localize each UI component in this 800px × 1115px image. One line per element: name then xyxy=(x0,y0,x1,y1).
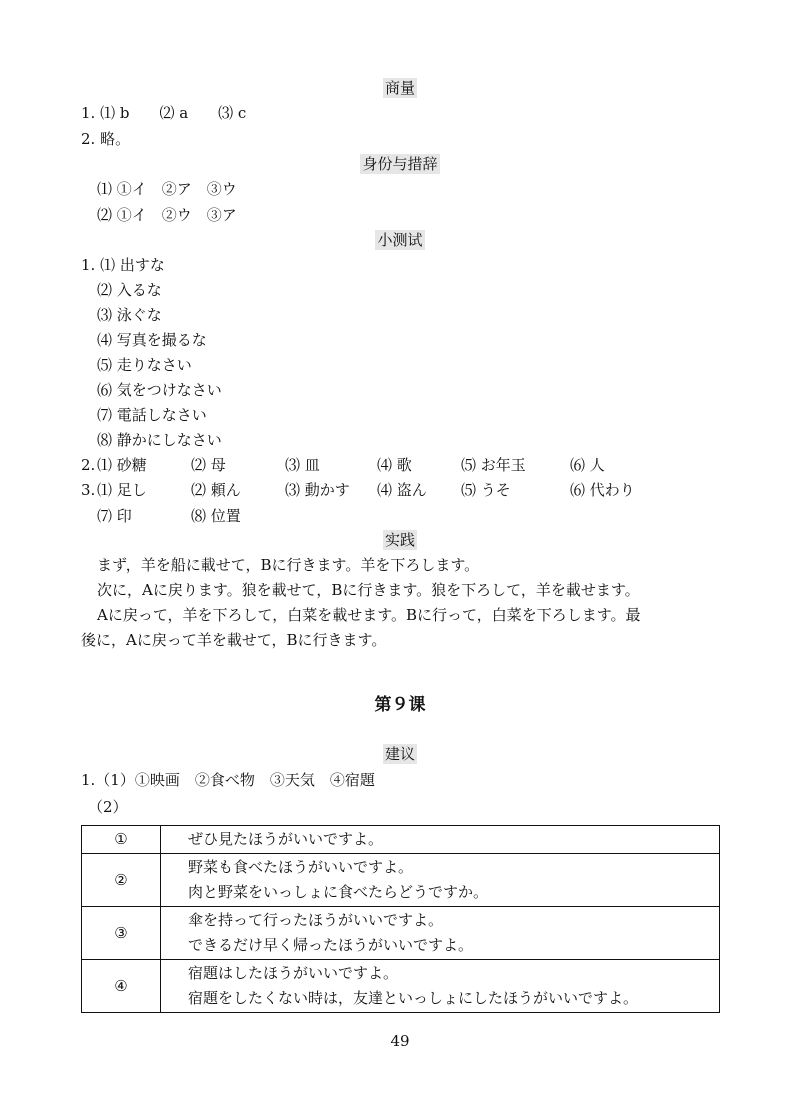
answer-item: ⑹ 人 xyxy=(570,456,605,474)
answer-item: ⑶ 動かす xyxy=(285,481,350,499)
advice-table xyxy=(81,825,720,1013)
question-number: 2. xyxy=(81,456,96,474)
advice-line: 宿題をしたくない時は，友達といっしょにしたほうがいいですよ。 xyxy=(188,989,639,1007)
answer-line: ⑹ 気をつけなさい xyxy=(97,381,222,399)
row-content xyxy=(161,854,720,907)
answer-line: ⑶ 泳ぐな xyxy=(97,306,162,324)
advice-line: 傘を持って行ったほうがいいですよ。 xyxy=(188,911,444,929)
answer-item: ⑶ 皿 xyxy=(285,456,320,474)
answer-item: ⑴ 足し xyxy=(97,481,147,499)
lesson-title: 第９课 xyxy=(374,695,426,715)
page-number: 49 xyxy=(390,1032,410,1050)
answer-line: ⑵ 入るな xyxy=(97,281,162,299)
section-title: 商量 xyxy=(384,79,415,97)
answer-item: ⑵ 母 xyxy=(191,456,226,474)
section-heading-xiaoceshi xyxy=(0,230,800,250)
answer-item: ⑷ 歌 xyxy=(377,456,412,474)
answer-item: ⑵ 頼ん xyxy=(191,481,241,499)
table-row xyxy=(82,826,720,854)
answer-line: ⑵ ①イ ②ウ ③ア xyxy=(97,206,237,224)
section-heading-jianyi xyxy=(0,744,800,764)
row-number: ① xyxy=(82,826,161,854)
answer-line: 1. ⑴ b ⑵ a ⑶ c xyxy=(81,104,247,122)
answer-item: ⑴ 砂糖 xyxy=(97,456,147,474)
row-number: ④ xyxy=(82,960,161,1013)
answer-line: 1.（1）①映画 ②食べ物 ③天気 ④宿題 xyxy=(81,771,375,789)
advice-line: 肉と野菜をいっしょに食べたらどうですか。 xyxy=(188,883,489,901)
row-number: ② xyxy=(82,854,161,907)
section-heading-shijian xyxy=(0,530,800,550)
answer-item: ⑺ 印 xyxy=(97,507,132,525)
row-content xyxy=(161,826,720,854)
advice-line: 野菜も食べたほうがいいですよ。 xyxy=(188,858,414,876)
paragraph-line: まず，羊を船に載せて，Bに行きます。羊を下ろします。 xyxy=(97,556,480,574)
answer-line: ⑻ 静かにしなさい xyxy=(97,431,222,449)
row-content xyxy=(161,907,720,960)
answer-line: 2. 略。 xyxy=(81,130,131,148)
answer-item: ⑸ うそ xyxy=(461,481,511,499)
advice-line: できるだけ早く帰ったほうがいいですよ。 xyxy=(188,936,474,954)
answer-item: ⑹ 代わり xyxy=(570,481,635,499)
table-row xyxy=(82,960,720,1013)
section-heading-shenfen xyxy=(0,154,800,174)
answer-item: ⑸ お年玉 xyxy=(461,456,526,474)
answer-line: 1. ⑴ 出すな xyxy=(81,256,165,274)
answer-line: ⑸ 走りなさい xyxy=(97,356,192,374)
section-title: 建议 xyxy=(384,745,415,763)
advice-line: 宿題はしたほうがいいですよ。 xyxy=(188,964,399,982)
paragraph-line: 後に，Aに戻って羊を載せて，Bに行きます。 xyxy=(81,631,387,649)
answer-line: ⑷ 写真を撮るな xyxy=(97,331,207,349)
answer-item: ⑷ 盗ん xyxy=(377,481,427,499)
table-row xyxy=(82,854,720,907)
answer-line: ⑴ ①イ ②ア ③ウ xyxy=(97,180,237,198)
advice-line: ぜひ見たほうがいいですよ。 xyxy=(188,830,384,848)
paragraph-line: Aに戻って，羊を下ろして，白菜を載せます。Bに行って，白菜を下ろします。最 xyxy=(97,606,641,624)
answer-line: ⑺ 電話しなさい xyxy=(97,406,207,424)
section-title: 实践 xyxy=(384,531,415,549)
section-title: 身份与措辞 xyxy=(362,155,438,173)
question-number: 3. xyxy=(81,481,96,499)
section-heading-shangliang xyxy=(0,78,800,98)
row-content xyxy=(161,960,720,1013)
answer-line: （2） xyxy=(88,798,128,816)
row-number: ③ xyxy=(82,907,161,960)
paragraph-line: 次に，Aに戻ります。狼を載せて，Bに行きます。狼を下ろして，羊を載せます。 xyxy=(97,581,640,599)
answer-item: ⑻ 位置 xyxy=(191,507,241,525)
table-row xyxy=(82,907,720,960)
section-title: 小测试 xyxy=(377,231,423,249)
